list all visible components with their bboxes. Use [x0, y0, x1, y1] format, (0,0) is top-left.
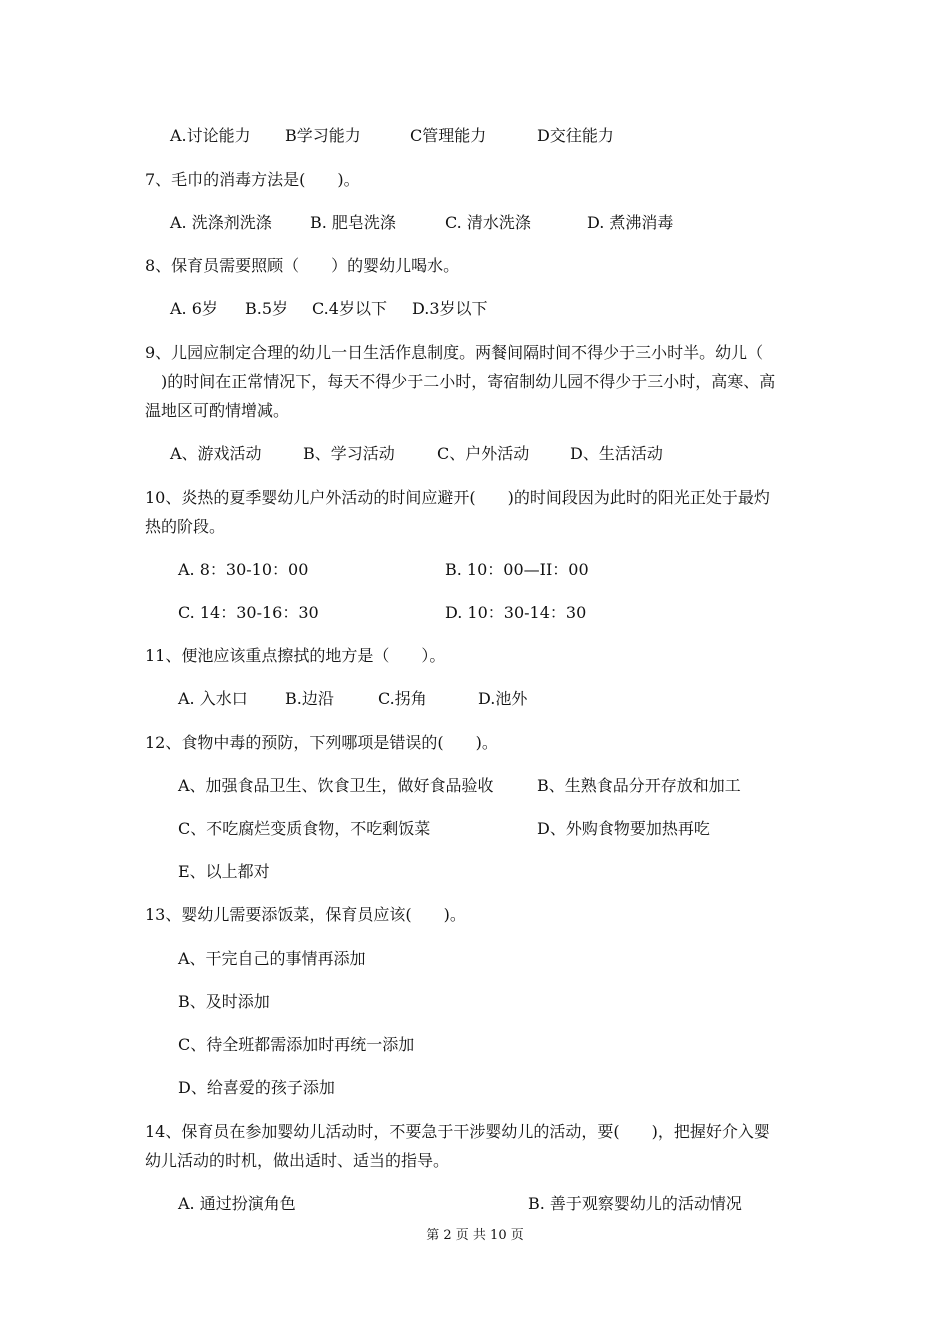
q12-option-e: E、以上都对 — [178, 862, 270, 881]
q6-option-a: A.讨论能力 — [170, 126, 251, 145]
q9-option-d: D、生活活动 — [570, 444, 663, 463]
q13-stem: 13、婴幼儿需要添饭菜，保育员应该( )。 — [145, 905, 466, 924]
q7-option-d: D. 煮沸消毒 — [587, 213, 674, 232]
q10-option-c: C. 14：30-16：30 — [178, 603, 319, 622]
q13-option-a: A、干完自己的事情再添加 — [178, 949, 366, 968]
q11-option-b: B.边沿 — [285, 689, 334, 708]
q9-stem-line-3: 温地区可酌情增减。 — [145, 401, 290, 420]
q7-option-c: C. 清水洗涤 — [445, 213, 531, 232]
q12-option-a: A、加强食品卫生、饮食卫生，做好食品验收 — [178, 776, 494, 795]
q6-option-c: C管理能力 — [410, 126, 487, 145]
q7-option-a: A. 洗涤剂洗涤 — [170, 213, 272, 232]
q9-stem-line-1: 9、儿园应制定合理的幼儿一日生活作息制度。两餐间隔时间不得少于三小时半。幼儿（ — [145, 343, 764, 362]
q14-stem-line-2: 幼儿活动的时机，做出适时、适当的指导。 — [145, 1151, 450, 1170]
q10-option-b: B. 10：00—II：00 — [445, 560, 589, 579]
q10-option-a: A. 8：30-10：00 — [178, 560, 309, 579]
q10-stem-line-1: 10、炎热的夏季婴幼儿户外活动的时间应避开( )的时间段因为此时的阳光正处于最灼 — [145, 488, 770, 507]
q9-option-b: B、学习活动 — [303, 444, 395, 463]
q13-option-d: D、给喜爱的孩子添加 — [178, 1078, 335, 1097]
q12-stem: 12、食物中毒的预防，下列哪项是错误的( )。 — [145, 733, 498, 752]
q12-option-b: B、生熟食品分开存放和加工 — [537, 776, 741, 795]
q6-option-d: D交往能力 — [537, 126, 614, 145]
q11-option-d: D.池外 — [478, 689, 528, 708]
q8-stem: 8、保育员需要照顾（ ）的婴幼儿喝水。 — [145, 256, 460, 275]
q13-option-b: B、及时添加 — [178, 992, 270, 1011]
q12-option-c: C、不吃腐烂变质食物，不吃剩饭菜 — [178, 819, 431, 838]
q11-stem: 11、便池应该重点擦拭的地方是（ ）。 — [145, 646, 446, 665]
q10-stem-line-2: 热的阶段。 — [145, 517, 226, 536]
q7-stem: 7、毛巾的消毒方法是( )。 — [145, 170, 360, 189]
q11-option-c: C.拐角 — [378, 689, 427, 708]
page-number-footer: 第 2 页 共 10 页 — [426, 1228, 524, 1243]
q11-option-a: A. 入水口 — [178, 689, 248, 708]
q7-option-b: B. 肥皂洗涤 — [310, 213, 396, 232]
q9-option-c: C、户外活动 — [437, 444, 530, 463]
q8-option-c: C.4岁以下 — [312, 299, 387, 318]
q8-option-b: B.5岁 — [245, 299, 289, 318]
q6-option-b: B学习能力 — [285, 126, 361, 145]
q13-option-c: C、待全班都需添加时再统一添加 — [178, 1035, 415, 1054]
q14-option-a: A. 通过扮演角色 — [178, 1194, 296, 1213]
q9-stem-line-2: )的时间在正常情况下，每天不得少于二小时，寄宿制幼儿园不得少于三小时，高寒、高 — [145, 372, 776, 391]
q10-option-d: D. 10：30-14：30 — [445, 603, 587, 622]
q8-option-d: D.3岁以下 — [412, 299, 488, 318]
q8-option-a: A. 6岁 — [170, 299, 218, 318]
q12-option-d: D、外购食物要加热再吃 — [537, 819, 710, 838]
q14-stem-line-1: 14、保育员在参加婴幼儿活动时，不要急于干涉婴幼儿的活动，要( )，把握好介入婴 — [145, 1122, 770, 1141]
q9-option-a: A、游戏活动 — [170, 444, 262, 463]
q14-option-b: B. 善于观察婴幼儿的活动情况 — [528, 1194, 742, 1213]
